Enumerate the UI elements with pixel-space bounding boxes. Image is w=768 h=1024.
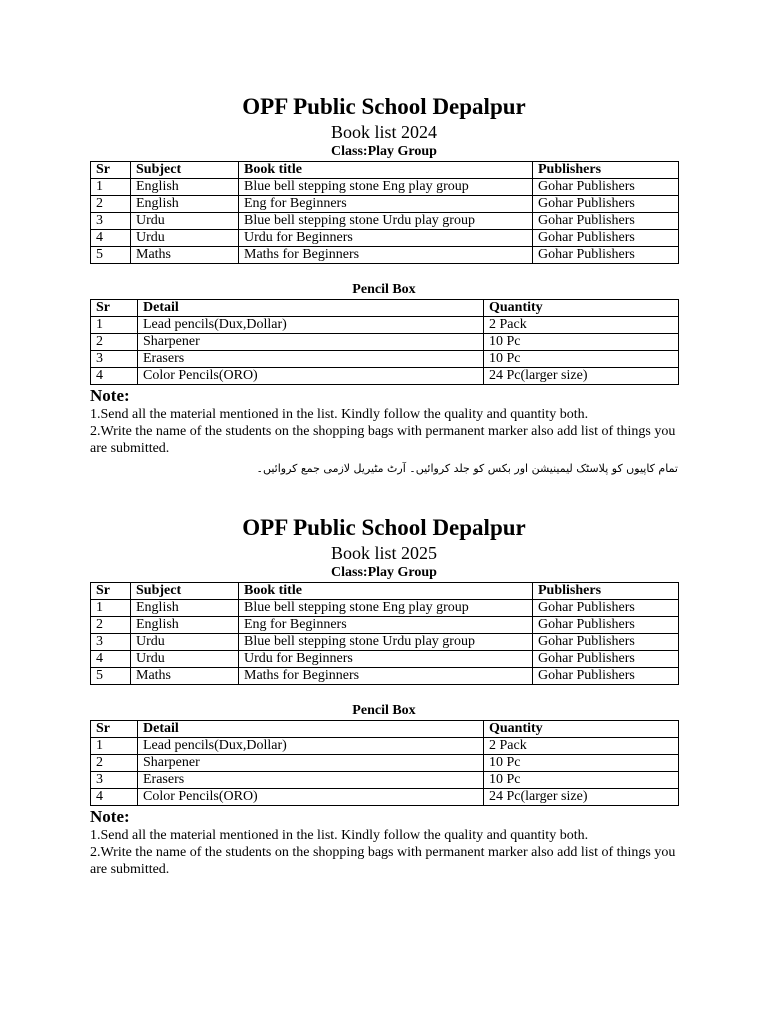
books-table: [90, 582, 679, 685]
table-row: [91, 230, 679, 247]
cell-quantity: 10 Pc: [484, 755, 679, 772]
cell-subject: Urdu: [131, 230, 239, 247]
cell-subject: Urdu: [131, 634, 239, 651]
cell-sr: 3: [91, 351, 138, 368]
cell-quantity: 24 Pc(larger size): [484, 789, 679, 806]
cell-book-title: Urdu for Beginners: [239, 230, 533, 247]
cell-sr: 1: [91, 179, 131, 196]
cell-publisher: Gohar Publishers: [533, 617, 679, 634]
cell-sr: 5: [91, 247, 131, 264]
cell-subject: English: [131, 617, 239, 634]
books-table: [90, 161, 679, 264]
table-row: [91, 772, 679, 789]
cell-sr: 1: [91, 317, 138, 334]
cell-publisher: Gohar Publishers: [533, 179, 679, 196]
header-publishers: Publishers: [533, 583, 679, 600]
cell-sr: 1: [91, 738, 138, 755]
cell-subject: English: [131, 179, 239, 196]
header-detail: Detail: [138, 300, 484, 317]
cell-sr: 4: [91, 651, 131, 668]
cell-book-title: Blue bell stepping stone Eng play group: [239, 179, 533, 196]
cell-book-title: Eng for Beginners: [239, 617, 533, 634]
pencil-box-title: Pencil Box: [352, 282, 416, 297]
note-line-2: 2.Write the name of the students on the shopping bags with permanent marker also add list of things you are submitted.: [90, 424, 676, 456]
header-subject: Subject: [131, 583, 239, 600]
table-row: [91, 351, 679, 368]
pencil-table-header-row: [91, 721, 679, 738]
cell-detail: Color Pencils(ORO): [138, 368, 484, 385]
table-row: [91, 317, 679, 334]
cell-book-title: Eng for Beginners: [239, 196, 533, 213]
book-list-section-2024: [90, 93, 678, 478]
cell-subject: Maths: [131, 247, 239, 264]
cell-detail: Erasers: [138, 351, 484, 368]
cell-publisher: Gohar Publishers: [533, 668, 679, 685]
cell-sr: 2: [91, 334, 138, 351]
header-sr: Sr: [91, 583, 131, 600]
cell-subject: English: [131, 600, 239, 617]
cell-sr: 4: [91, 789, 138, 806]
table-row: [91, 789, 679, 806]
note-line-1: 1.Send all the material mentioned in the list. Kindly follow the quality and quantity both.: [90, 828, 589, 843]
table-row: [91, 600, 679, 617]
table-row: [91, 617, 679, 634]
cell-subject: English: [131, 196, 239, 213]
cell-sr: 3: [91, 213, 131, 230]
urdu-note: تمام کاپیوں کو پلاسٹک لیمینیشن اور بکس کو جلد کروائیں۔ آرٹ مٹیریل لازمی جمع کروائیں۔: [256, 462, 678, 475]
pencil-box-table: [90, 299, 679, 385]
cell-detail: Color Pencils(ORO): [138, 789, 484, 806]
book-list-title: Book list 2025: [330, 543, 437, 563]
cell-sr: 2: [91, 196, 131, 213]
cell-book-title: Maths for Beginners: [239, 247, 533, 264]
table-row: [91, 179, 679, 196]
cell-sr: 5: [91, 668, 131, 685]
header-detail: Detail: [138, 721, 484, 738]
cell-quantity: 24 Pc(larger size): [484, 368, 679, 385]
table-row: [91, 196, 679, 213]
header-publishers: Publishers: [533, 162, 679, 179]
table-row: [91, 368, 679, 385]
note-line-2: 2.Write the name of the students on the shopping bags with permanent marker also add list of things you are submitted.: [90, 845, 676, 877]
table-row: [91, 651, 679, 668]
cell-publisher: Gohar Publishers: [533, 600, 679, 617]
class-label: Class:Play Group: [331, 144, 437, 159]
header-sr: Sr: [91, 162, 131, 179]
cell-publisher: Gohar Publishers: [533, 196, 679, 213]
cell-detail: Lead pencils(Dux,Dollar): [138, 317, 484, 334]
cell-publisher: Gohar Publishers: [533, 230, 679, 247]
class-label: Class:Play Group: [331, 565, 437, 580]
header-quantity: Quantity: [484, 300, 679, 317]
cell-book-title: Urdu for Beginners: [239, 651, 533, 668]
pencil-box-title: Pencil Box: [352, 703, 416, 718]
cell-quantity: 10 Pc: [484, 334, 679, 351]
school-name-heading: OPF Public School Depalpur: [242, 94, 526, 119]
note-heading: Note:: [90, 807, 130, 826]
cell-sr: 4: [91, 368, 138, 385]
table-row: [91, 213, 679, 230]
table-row: [91, 738, 679, 755]
table-row: [91, 247, 679, 264]
cell-book-title: Blue bell stepping stone Eng play group: [239, 600, 533, 617]
header-sr: Sr: [91, 300, 138, 317]
cell-sr: 2: [91, 755, 138, 772]
cell-publisher: Gohar Publishers: [533, 651, 679, 668]
cell-publisher: Gohar Publishers: [533, 634, 679, 651]
cell-publisher: Gohar Publishers: [533, 213, 679, 230]
cell-sr: 3: [91, 772, 138, 789]
school-name-heading: OPF Public School Depalpur: [242, 515, 526, 540]
header-book-title: Book title: [239, 583, 533, 600]
table-row: [91, 668, 679, 685]
cell-detail: Erasers: [138, 772, 484, 789]
cell-detail: Sharpener: [138, 755, 484, 772]
cell-quantity: 10 Pc: [484, 772, 679, 789]
table-row: [91, 755, 679, 772]
header-quantity: Quantity: [484, 721, 679, 738]
cell-publisher: Gohar Publishers: [533, 247, 679, 264]
cell-sr: 3: [91, 634, 131, 651]
book-list-title: Book list 2024: [330, 122, 437, 142]
pencil-table-header-row: [91, 300, 679, 317]
note-heading: Note:: [90, 386, 130, 405]
cell-book-title: Maths for Beginners: [239, 668, 533, 685]
cell-book-title: Blue bell stepping stone Urdu play group: [239, 213, 533, 230]
note-line-1: 1.Send all the material mentioned in the list. Kindly follow the quality and quantity both.: [90, 407, 589, 422]
cell-detail: Lead pencils(Dux,Dollar): [138, 738, 484, 755]
cell-book-title: Blue bell stepping stone Urdu play group: [239, 634, 533, 651]
cell-subject: Urdu: [131, 213, 239, 230]
header-book-title: Book title: [239, 162, 533, 179]
cell-subject: Maths: [131, 668, 239, 685]
books-table-header-row: [91, 583, 679, 600]
table-row: [91, 334, 679, 351]
header-subject: Subject: [131, 162, 239, 179]
books-table-header-row: [91, 162, 679, 179]
table-row: [91, 634, 679, 651]
header-sr: Sr: [91, 721, 138, 738]
cell-subject: Urdu: [131, 651, 239, 668]
book-list-section-2025: [90, 514, 678, 878]
cell-detail: Sharpener: [138, 334, 484, 351]
cell-quantity: 10 Pc: [484, 351, 679, 368]
cell-quantity: 2 Pack: [484, 738, 679, 755]
cell-sr: 1: [91, 600, 131, 617]
cell-quantity: 2 Pack: [484, 317, 679, 334]
cell-sr: 2: [91, 617, 131, 634]
pencil-box-table: [90, 720, 679, 806]
cell-sr: 4: [91, 230, 131, 247]
